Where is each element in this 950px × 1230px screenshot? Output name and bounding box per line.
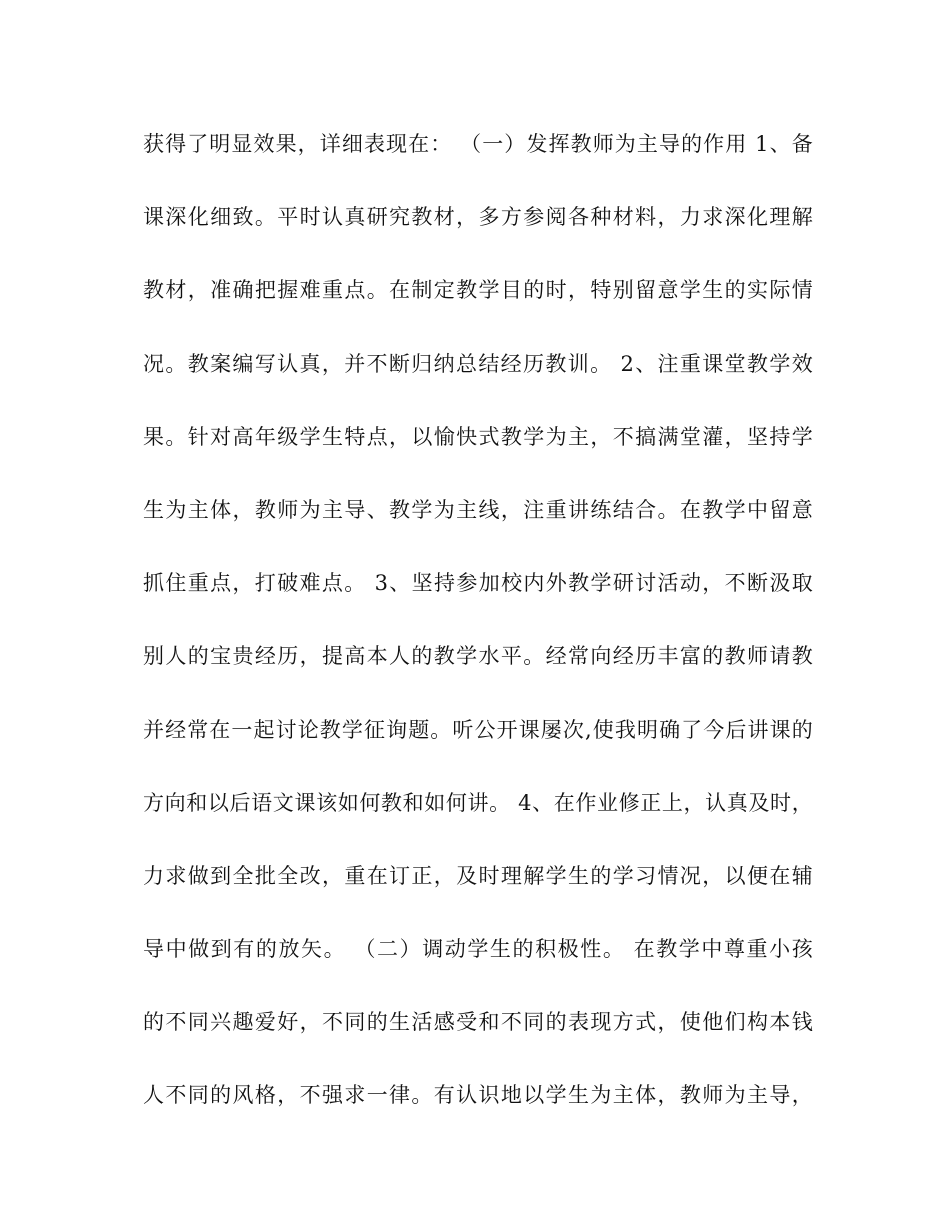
- text-line: 的不同兴趣爱好，不同的生活感受和不同的表现方式，使他们构本钱: [143, 1010, 813, 1035]
- text-line: 并经常在一起讨论教学征询题。听公开课屡次,使我明确了今后讲课的: [143, 717, 813, 742]
- text-line: 人不同的风格，不强求一律。有认识地以学生为主体，教师为主导，: [143, 1083, 813, 1108]
- text-line: 课深化细致。平时认真研究教材，多方参阅各种材料，力求深化理解: [143, 205, 813, 230]
- text-line: 抓住重点，打破难点。 3、坚持参加校内外教学研讨活动，不断汲取: [143, 571, 813, 596]
- text-line: 导中做到有的放矢。 （二）调动学生的积极性。 在教学中尊重小孩: [143, 937, 813, 962]
- text-line: 获得了明显效果，详细表现在： （一）发挥教师为主导的作用 1、备: [143, 132, 813, 156]
- text-line: 况。教案编写认真，并不断归纳总结经历教训。 2、注重课堂教学效: [143, 351, 813, 376]
- text-line: 教材，准确把握难重点。在制定教学目的时，特别留意学生的实际情: [143, 278, 813, 303]
- text-line: 果。针对高年级学生特点，以愉快式教学为主，不搞满堂灌，坚持学: [143, 424, 813, 449]
- text-line: 生为主体，教师为主导、教学为主线，注重讲练结合。在教学中留意: [143, 497, 813, 522]
- body-text: [143, 124, 813, 1149]
- text-line: 别人的宝贵经历，提高本人的教学水平。经常向经历丰富的教师请教: [143, 644, 813, 669]
- text-line: 力求做到全批全改，重在订正，及时理解学生的学习情况，以便在辅: [143, 863, 813, 888]
- text-line: 方向和以后语文课该如何教和如何讲。 4、在作业修正上，认真及时，: [143, 790, 813, 815]
